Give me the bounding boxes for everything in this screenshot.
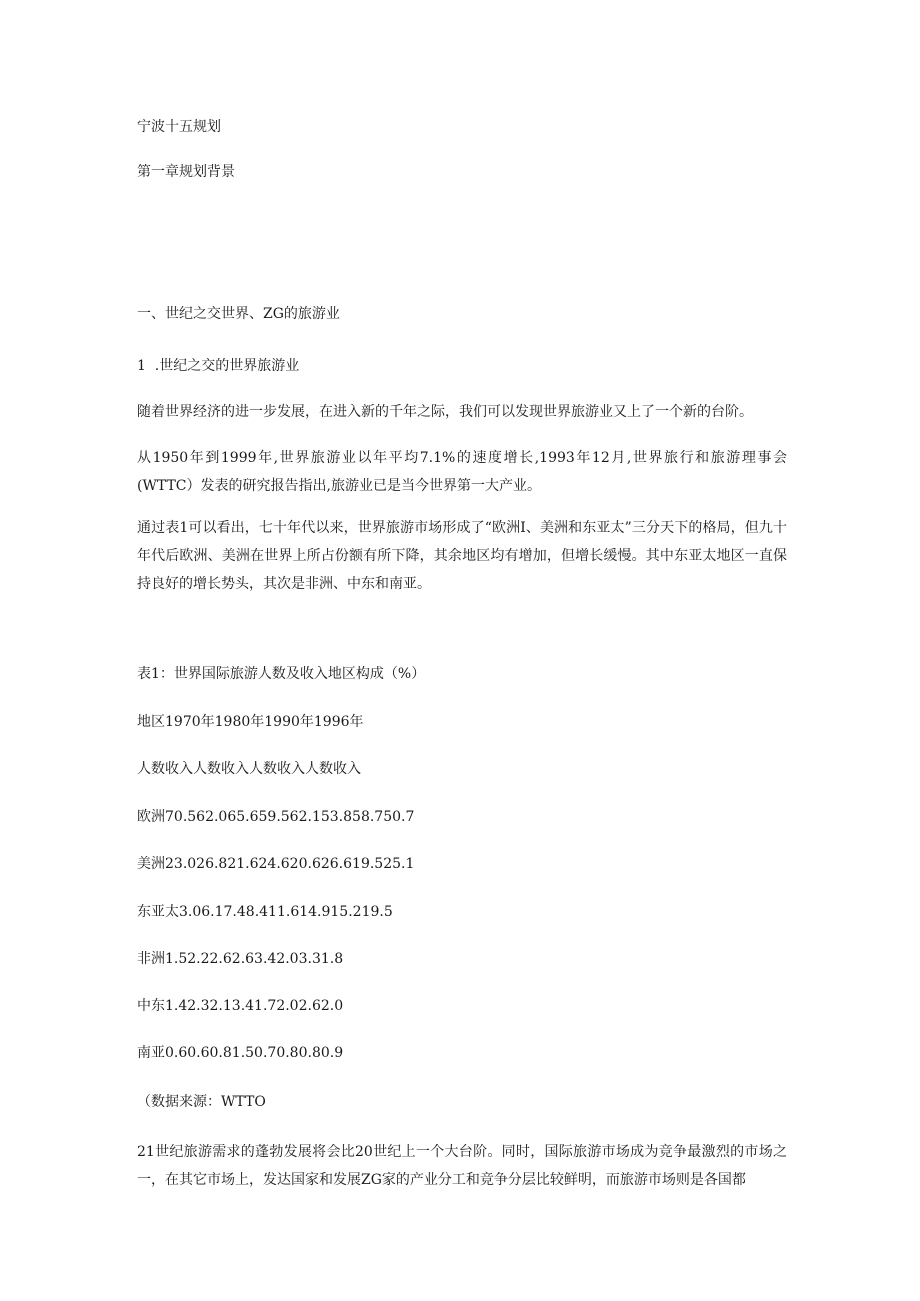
paragraph-2: 从1950年到1999年,世界旅游业以年平均7.1%的速度增长,1993年12月,世界旅行和旅游理事会(WTTC）发表的研究报告指出,旅游业已是当今世界第一大产业。 [137, 450, 787, 494]
paragraph-3: 通过表1可以看出，七十年代以来，世界旅游市场形成了“欧洲I、美洲和东亚太”三分天下的格局，但九十年代后欧洲、美洲在世界上所占份额有所下降，其余地区均有增加，但增长缓慢。其中东亚太地区一直保持良好的增长势头，其次是非洲、中东和南亚。 [137, 520, 787, 592]
table-source: （数据来源：WTTO [137, 1094, 266, 1110]
table-header-years: 地区1970年1980年1990年1996年 [137, 714, 364, 730]
paragraph-1: 随着世界经济的进一步发展，在进入新的千年之际，我们可以发现世界旅游业又上了一个新的台阶。 [137, 404, 753, 420]
table-row-europe: 欧洲70.562.065.659.562.153.858.750.7 [137, 809, 415, 825]
table-caption: 表1：世界国际旅游人数及收入地区构成（%） [137, 666, 426, 682]
table-row-middle-east: 中东1.42.32.13.41.72.02.62.0 [137, 998, 344, 1014]
subsection-heading: 1 .世纪之交的世界旅游业 [137, 358, 300, 374]
table-row-south-asia: 南亚0.60.60.81.50.70.80.80.9 [137, 1045, 344, 1061]
section-heading: 一、世纪之交世界、ZG的旅游业 [137, 306, 340, 322]
table-row-africa: 非洲1.52.22.62.63.42.03.31.8 [137, 951, 344, 967]
table-row-east-asia-pacific: 东亚太3.06.17.48.411.614.915.219.5 [137, 904, 393, 920]
closing-paragraph: 21世纪旅游需求的蓬勃发展将会比20世纪上一个大台阶。同时，国际旅游市场成为竞争最激烈的市场之一，在其它市场上，发达国家和发展ZG家的产业分工和竞争分层比较鲜明，而旅游市场则是各国都 [137, 1144, 787, 1188]
table-header-sub: 人数收入人数收入人数收入人数收入 [137, 761, 361, 777]
table-row-americas: 美洲23.026.821.624.620.626.619.525.1 [137, 856, 415, 872]
chapter-heading: 第一章规划背景 [137, 164, 235, 180]
document-title: 宁波十五规划 [137, 119, 221, 135]
